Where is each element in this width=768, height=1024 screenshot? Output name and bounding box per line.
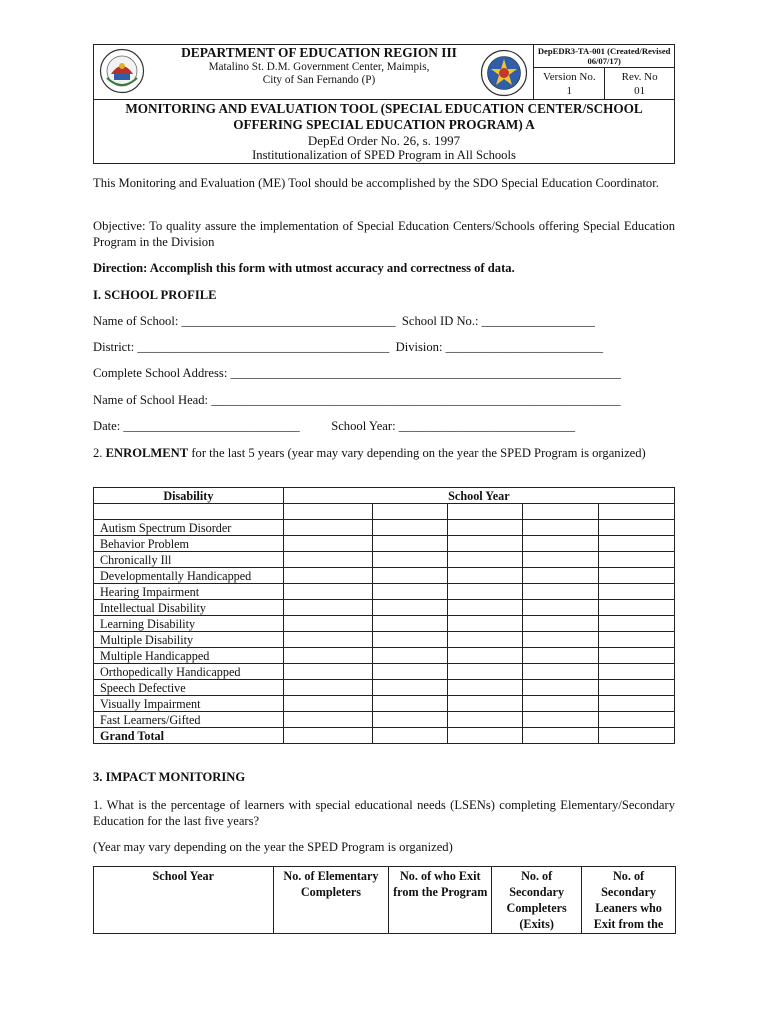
- form-subtitle: Institutionalization of SPED Program in All Schools: [252, 148, 516, 162]
- table-row: [94, 520, 675, 536]
- school-name-field[interactable]: Name of School: __________________________________ School ID No.: __________________: [93, 314, 595, 328]
- year-cell[interactable]: [283, 504, 372, 520]
- data-cell[interactable]: [448, 664, 523, 680]
- data-cell[interactable]: [283, 552, 372, 568]
- data-cell[interactable]: [372, 520, 448, 536]
- form-title-line1: MONITORING AND EVALUATION TOOL (SPECIAL EDUCATION CENTER/SCHOOL: [125, 101, 643, 116]
- table-row: [94, 696, 675, 712]
- question-1: 1. What is the percentage of learners with special educational needs (LSENs) completing Elementary/Secondary Education for the last five years?: [93, 798, 675, 828]
- disability-label: Developmentally Handicapped: [94, 568, 284, 584]
- enrolment-col-disability: Disability: [94, 488, 284, 504]
- data-cell[interactable]: [372, 584, 448, 600]
- data-cell[interactable]: [523, 632, 599, 648]
- data-cell[interactable]: [599, 648, 675, 664]
- disability-label: Intellectual Disability: [94, 600, 284, 616]
- data-cell[interactable]: [599, 536, 675, 552]
- doc-code-cell: [534, 45, 675, 100]
- year-cell[interactable]: [448, 504, 523, 520]
- disability-label: Hearing Impairment: [94, 584, 284, 600]
- data-cell[interactable]: [523, 584, 599, 600]
- disability-label: Behavior Problem: [94, 536, 284, 552]
- version-value: 1: [566, 85, 573, 97]
- data-cell[interactable]: [448, 584, 523, 600]
- impact-col-elementary-completers: No. of Elementary Completers: [273, 867, 389, 934]
- data-cell[interactable]: [283, 680, 372, 696]
- grand-total-label: Grand Total: [94, 728, 284, 744]
- enrolment-table: [93, 487, 675, 744]
- data-cell[interactable]: [372, 616, 448, 632]
- data-cell[interactable]: [448, 712, 523, 728]
- table-row: [94, 664, 675, 680]
- address-field[interactable]: Complete School Address: ______________________________________________________________: [93, 366, 621, 380]
- objective-paragraph: Objective: To quality assure the implementation of Special Education Centers/Schools offering Special Education Program in the Division: [93, 219, 675, 249]
- data-cell[interactable]: [523, 664, 599, 680]
- data-cell[interactable]: [372, 600, 448, 616]
- data-cell[interactable]: [599, 728, 675, 744]
- deped-order: DepEd Order No. 26, s. 1997: [307, 133, 461, 148]
- year-note: (Year may vary depending on the year the SPED Program is organized): [93, 840, 453, 854]
- deped-seal-icon: [480, 49, 528, 97]
- data-cell[interactable]: [283, 712, 372, 728]
- data-cell[interactable]: [523, 536, 599, 552]
- data-cell[interactable]: [599, 680, 675, 696]
- data-cell[interactable]: [372, 664, 448, 680]
- table-row: [94, 680, 675, 696]
- data-cell[interactable]: [372, 712, 448, 728]
- data-cell[interactable]: [599, 616, 675, 632]
- doc-code: DepEDR3-TA-001 (Created/Revised 06/07/17): [534, 45, 674, 68]
- data-cell[interactable]: [448, 616, 523, 632]
- disability-label: Chronically Ill: [94, 552, 284, 568]
- dept-address-line2: City of San Fernando (P): [262, 74, 376, 86]
- dept-address-line1: Matalino St. D.M. Government Center, Maimpis,: [208, 61, 430, 73]
- data-cell[interactable]: [448, 696, 523, 712]
- version-cell: [534, 68, 605, 99]
- data-cell[interactable]: [372, 648, 448, 664]
- header-box: [93, 44, 675, 164]
- version-label: Version No.: [543, 71, 596, 83]
- table-row: [94, 584, 675, 600]
- direction-text: Direction: Accomplish this form with utmost accuracy and correctness of data.: [93, 261, 515, 275]
- data-cell[interactable]: [372, 568, 448, 584]
- data-cell[interactable]: [599, 632, 675, 648]
- data-cell[interactable]: [372, 696, 448, 712]
- dept-name: DEPARTMENT OF EDUCATION REGION III: [181, 45, 457, 60]
- data-cell[interactable]: [283, 632, 372, 648]
- data-cell[interactable]: [283, 600, 372, 616]
- data-cell[interactable]: [448, 520, 523, 536]
- data-cell[interactable]: [448, 632, 523, 648]
- data-cell[interactable]: [448, 600, 523, 616]
- enrolment-number: 2.: [93, 446, 103, 460]
- table-row: [94, 600, 675, 616]
- title-cell: [94, 100, 675, 164]
- table-row: [94, 552, 675, 568]
- impact-col-secondary-exit: No. of Secondary Leaners who Exit from the: [582, 867, 676, 934]
- data-cell[interactable]: [523, 728, 599, 744]
- data-cell[interactable]: [523, 568, 599, 584]
- data-cell[interactable]: [599, 600, 675, 616]
- disability-label: Multiple Handicapped: [94, 648, 284, 664]
- data-cell[interactable]: [448, 568, 523, 584]
- data-cell[interactable]: [599, 712, 675, 728]
- data-cell[interactable]: [448, 728, 523, 744]
- data-cell[interactable]: [448, 552, 523, 568]
- enrolment-description: for the last 5 years (year may vary depending on the year the SPED Program is organized): [191, 446, 646, 460]
- year-cell[interactable]: [372, 504, 448, 520]
- impact-col-exit-program: No. of who Exit from the Program: [389, 867, 492, 934]
- disability-label: Autism Spectrum Disorder: [94, 520, 284, 536]
- data-cell[interactable]: [448, 536, 523, 552]
- data-cell[interactable]: [599, 696, 675, 712]
- table-row: [94, 616, 675, 632]
- impact-col-secondary-completers: No. of Secondary Completers (Exits): [492, 867, 582, 934]
- date-field[interactable]: Date: ____________________________ School Year: ____________________________: [93, 419, 576, 433]
- table-row: [94, 712, 675, 728]
- data-cell[interactable]: [283, 728, 372, 744]
- data-cell[interactable]: [372, 552, 448, 568]
- year-input-row: [94, 504, 675, 520]
- data-cell[interactable]: [448, 680, 523, 696]
- data-cell[interactable]: [599, 568, 675, 584]
- data-cell[interactable]: [283, 648, 372, 664]
- data-cell[interactable]: [372, 536, 448, 552]
- data-cell[interactable]: [283, 584, 372, 600]
- data-cell[interactable]: [599, 664, 675, 680]
- data-cell[interactable]: [283, 568, 372, 584]
- data-cell[interactable]: [599, 552, 675, 568]
- table-row: [94, 536, 675, 552]
- disability-label: Fast Learners/Gifted: [94, 712, 284, 728]
- data-cell[interactable]: [523, 680, 599, 696]
- district-field[interactable]: District: ________________________________________ Division: _________________________: [93, 340, 604, 354]
- rev-cell: [605, 68, 674, 99]
- data-cell[interactable]: [283, 536, 372, 552]
- header-main-cell: [94, 45, 534, 100]
- region-seal-icon: [99, 48, 145, 94]
- section-school-profile: I. SCHOOL PROFILE: [93, 288, 217, 302]
- disability-label: Visually Impairment: [94, 696, 284, 712]
- data-cell[interactable]: [372, 632, 448, 648]
- data-cell[interactable]: [599, 520, 675, 536]
- data-cell[interactable]: [523, 648, 599, 664]
- data-cell[interactable]: [372, 680, 448, 696]
- table-row: [94, 568, 675, 584]
- disability-label: Multiple Disability: [94, 632, 284, 648]
- impact-col-school-year: School Year: [94, 867, 274, 934]
- data-cell[interactable]: [448, 648, 523, 664]
- enrolment-label: ENROLMENT: [105, 446, 189, 460]
- data-cell[interactable]: [523, 712, 599, 728]
- table-row: [94, 632, 675, 648]
- data-cell[interactable]: [523, 600, 599, 616]
- data-cell[interactable]: [283, 664, 372, 680]
- disability-label: Orthopedically Handicapped: [94, 664, 284, 680]
- data-cell[interactable]: [523, 696, 599, 712]
- rev-value: 01: [634, 85, 646, 97]
- form-title-line2: OFFERING SPECIAL EDUCATION PROGRAM) A: [233, 117, 535, 132]
- enrolment-heading: [93, 445, 675, 461]
- grand-total-row: [94, 728, 675, 744]
- table-row: [94, 648, 675, 664]
- data-cell[interactable]: [372, 728, 448, 744]
- intro-paragraph: This Monitoring and Evaluation (ME) Tool should be accomplished by the SDO Special Education Coordinator.: [93, 176, 659, 190]
- data-cell[interactable]: [523, 616, 599, 632]
- school-head-field[interactable]: Name of School Head: _________________________________________________________________: [93, 393, 621, 407]
- data-cell[interactable]: [599, 584, 675, 600]
- year-cell[interactable]: [523, 504, 599, 520]
- disability-label: Speech Defective: [94, 680, 284, 696]
- year-cell[interactable]: [599, 504, 675, 520]
- data-cell[interactable]: [523, 520, 599, 536]
- data-cell[interactable]: [283, 696, 372, 712]
- data-cell[interactable]: [523, 552, 599, 568]
- data-cell[interactable]: [283, 616, 372, 632]
- enrolment-col-school-year: School Year: [283, 488, 674, 504]
- section-impact-monitoring: 3. IMPACT MONITORING: [93, 770, 246, 784]
- impact-table: [93, 866, 676, 934]
- disability-label: Learning Disability: [94, 616, 284, 632]
- data-cell[interactable]: [283, 520, 372, 536]
- rev-label: Rev. No: [621, 71, 658, 83]
